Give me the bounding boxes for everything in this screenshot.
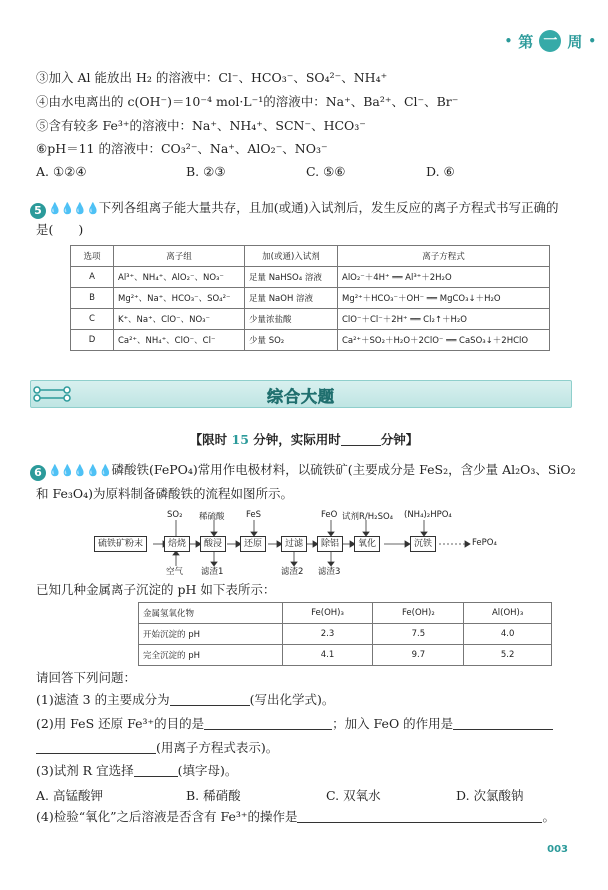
table-cell: ClO⁻＋Cl⁻＋2H⁺ ══ Cl₂↑＋H₂O (338, 309, 550, 330)
table-header-cell: 离子组 (114, 246, 245, 267)
table-header-cell: 金属氢氧化物 (139, 603, 283, 624)
table-cell: 5.2 (464, 645, 552, 666)
table-header-cell: 加(或通)入试剂 (245, 246, 338, 267)
q4-choice-a: A. ①②④ (36, 164, 87, 179)
difficulty-drops-icon: 💧💧💧💧💧 (48, 464, 112, 477)
q4-option-3: ③加入 Al 能放出 H₂ 的溶液中：Cl⁻、HCO₃⁻、SO₄²⁻、NH₄⁺ (36, 70, 388, 85)
table-cell: 2.3 (282, 624, 373, 645)
page-number: 003 (547, 844, 568, 855)
q6-subquestion-2-cont (36, 740, 278, 756)
table-cell: 4.0 (464, 624, 552, 645)
q6-subquestion-2 (36, 716, 553, 732)
table-cell: 足量 NaOH 溶液 (245, 288, 338, 309)
table-header-cell: Fe(OH)₂ (373, 603, 464, 624)
sq3-choice-c: C. 双氧水 (326, 788, 381, 803)
difficulty-drops-icon: 💧💧💧💧 (48, 202, 99, 215)
table-row (139, 624, 552, 645)
section-title: 综合大题 (266, 387, 335, 406)
ph-table (138, 602, 552, 666)
table-cell: AlO₂⁻＋4H⁺ ══ Al³⁺＋2H₂O (338, 267, 550, 288)
flow-label-ammonium-phosphate: (NH₄)₂HPO₄ (404, 510, 452, 520)
flow-step-iron-precipitation: 沉铁 (410, 536, 436, 552)
section-banner (30, 380, 572, 408)
sq1-text: (1)滤渣 3 的主要成分为 (36, 692, 170, 707)
sq3-post: (填字母)。 (177, 763, 238, 778)
q4-option-4: ④由水电离出的 c(OH⁻)＝10⁻⁴ mol·L⁻¹的溶液中：Na⁺、Ba²⁺、Cl⁻、Br⁻ (36, 94, 459, 109)
table-header-row (139, 603, 552, 624)
ph-table-intro: 已知几种金属离子沉淀的 pH 如下表所示： (36, 582, 276, 597)
table-cell: Mg²⁺＋HCO₃⁻＋OH⁻ ══ MgCO₃↓＋H₂O (338, 288, 550, 309)
table-header-cell: 选项 (71, 246, 114, 267)
q4-choice-b: B. ②③ (186, 164, 226, 179)
sq2-post: (用离子方程式表示)。 (156, 740, 279, 755)
answer-blank-2c[interactable] (36, 753, 156, 754)
header-word-2: 周 (567, 32, 583, 51)
q5-stem-text: 下列各组离子能大量共存，且加(或通)入试剂后，发生反应的离子方程式书写正确的 (98, 200, 559, 215)
time-prefix: 【限时 (189, 432, 232, 447)
flow-step-acid-leaching: 酸浸 (200, 536, 226, 552)
q5-table (70, 245, 550, 351)
q6-prompt: 请回答下列问题： (36, 670, 137, 685)
flow-step-oxidation: 氧化 (354, 536, 380, 552)
sq3-choice-a: A. 高锰酸钾 (36, 788, 103, 803)
table-cell: C (71, 309, 114, 330)
table-cell: Al³⁺、NH₄⁺、AlO₂⁻、NO₃⁻ (114, 267, 245, 288)
answer-blank-1[interactable] (170, 705, 250, 706)
table-row (71, 309, 550, 330)
time-used-blank (341, 445, 381, 446)
table-cell: Mg²⁺、Na⁺、HCO₃⁻、SO₄²⁻ (114, 288, 245, 309)
sq2-mid: ；加入 FeO 的作用是 (332, 716, 454, 731)
table-cell: 7.5 (373, 624, 464, 645)
answer-blank-2b[interactable] (453, 729, 553, 730)
sq4-text: (4)检验“氧化”之后溶液是否含有 Fe³⁺的操作是 (36, 809, 298, 824)
flow-label-so2: SO₂ (167, 510, 183, 520)
flow-step-reduction: 还原 (240, 536, 266, 552)
q4-choice-c: C. ⑤⑥ (306, 164, 346, 179)
table-cell: 4.1 (282, 645, 373, 666)
q4-choice-d: D. ⑥ (426, 164, 455, 179)
flow-product-label: FePO₄ (472, 538, 497, 548)
sq4-post: 。 (542, 809, 555, 824)
flow-label-feo: FeO (321, 510, 338, 520)
table-header-row (71, 246, 550, 267)
header-left-dot: • (504, 34, 513, 48)
time-suffix: 分钟】 (380, 432, 419, 447)
q4-option-6: ⑥pH＝11 的溶液中：CO₃²⁻、Na⁺、AlO₂⁻、NO₃⁻ (36, 141, 328, 156)
sq3-text: (3)试剂 R 宜选择 (36, 763, 134, 778)
header-right-dot: • (588, 34, 596, 48)
flow-step-roasting: 焙烧 (164, 536, 190, 552)
sq1-post: (写出化学式)。 (249, 692, 335, 707)
q6-subquestion-4 (36, 809, 555, 825)
table-cell: 完全沉淀的 pH (139, 645, 283, 666)
flow-step-filtration: 过滤 (281, 536, 307, 552)
flow-label-air: 空气 (166, 567, 184, 577)
week-header (505, 30, 596, 52)
table-header-cell: Al(OH)₃ (464, 603, 552, 624)
table-cell: Ca²⁺、NH₄⁺、ClO⁻、Cl⁻ (114, 330, 245, 351)
q6-stem-line-1 (30, 462, 576, 481)
q6-subquestion-1 (36, 692, 334, 708)
table-row (71, 288, 550, 309)
table-cell: K⁺、Na⁺、ClO⁻、NO₃⁻ (114, 309, 245, 330)
table-cell: 9.7 (373, 645, 464, 666)
sq2-text: (2)用 FeS 还原 Fe³⁺的目的是 (36, 716, 205, 731)
table-header-cell: Fe(OH)₃ (282, 603, 373, 624)
answer-blank-3[interactable] (134, 776, 178, 777)
table-row (139, 645, 552, 666)
flow-label-dilute-acid: 稀硫酸 (199, 512, 225, 522)
sq3-choice-b: B. 稀硝酸 (186, 788, 241, 803)
flow-label-reagent-r: 试剂R/H₂SO₄ (342, 512, 394, 522)
q5-stem-line-1 (30, 200, 559, 219)
table-cell: D (71, 330, 114, 351)
table-row (71, 330, 550, 351)
q5-number-badge: 5 (30, 203, 46, 219)
table-cell: A (71, 267, 114, 288)
table-header-cell: 离子方程式 (338, 246, 550, 267)
table-cell: 足量 NaHSO₄ 溶液 (245, 267, 338, 288)
flow-step-raw-material: 硫铁矿粉末 (94, 536, 147, 552)
flow-label-residue-3: 滤渣3 (318, 567, 341, 577)
time-limit-line (0, 430, 608, 448)
table-row (71, 267, 550, 288)
q6-stem-text: 磷酸铁(FePO₄)常用作电极材料，以硫铁矿(主要成分是 FeS₂，含少量 Al₂O₃、SiO₂ (111, 462, 576, 477)
table-cell: 少量 SO₂ (245, 330, 338, 351)
table-cell: Ca²⁺＋SO₂＋H₂O＋2ClO⁻ ══ CaSO₃↓＋2HClO (338, 330, 550, 351)
sq3-choice-d: D. 次氯酸钠 (456, 788, 524, 803)
q5-stem-line-2: 是( ) (36, 222, 84, 237)
header-circled-number: 一 (539, 30, 561, 52)
flow-label-residue-1: 滤渣1 (201, 567, 224, 577)
table-cell: B (71, 288, 114, 309)
time-limit-number: 15 (231, 432, 249, 447)
header-word-1: 第 (518, 32, 534, 51)
table-cell: 少量浓盐酸 (245, 309, 338, 330)
flow-label-fes: FeS (246, 510, 262, 520)
q4-option-5: ⑤含有较多 Fe³⁺的溶液中：Na⁺、NH₄⁺、SCN⁻、HCO₃⁻ (36, 118, 366, 133)
flow-step-aluminum-removal: 除铝 (317, 536, 343, 552)
flow-label-residue-2: 滤渣2 (281, 567, 304, 577)
q6-number-badge: 6 (30, 465, 46, 481)
q6-stem-line-2: 和 Fe₃O₄)为原料制备磷酸铁的流程如图所示。 (36, 486, 294, 501)
answer-blank-2a[interactable] (204, 729, 332, 730)
table-cell: 开始沉淀的 pH (139, 624, 283, 645)
q6-subquestion-3 (36, 763, 237, 779)
time-middle: 分钟，实际用时 (248, 432, 341, 447)
answer-blank-4[interactable] (297, 822, 542, 823)
